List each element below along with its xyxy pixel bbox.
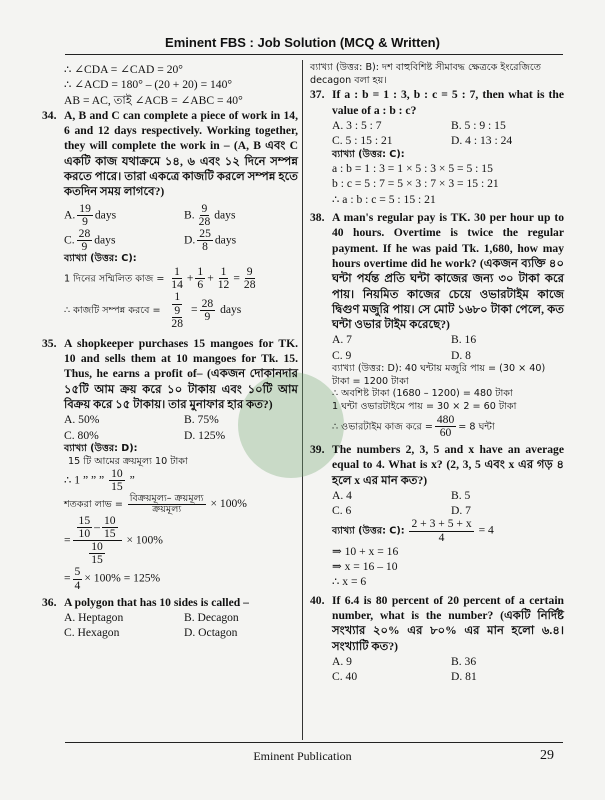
options-38 — [332, 332, 564, 363]
question-number: 38. — [310, 211, 325, 225]
explanation-line: ∴ কাজটি সম্পন্ন করবে = $\frac{1}{\frac{9}{28}}$ = $\frac{28}{9}$ days — [64, 290, 242, 330]
explanation-label: ব্যাখ্যা (উত্তর: D): — [64, 442, 138, 454]
option-a: A. 4 — [332, 488, 352, 502]
option-c: C. 9 — [332, 348, 352, 362]
right-column — [310, 62, 564, 684]
options-37 — [332, 118, 564, 149]
option-c: C. 6 — [332, 504, 352, 518]
option-c: C. 80% — [64, 428, 99, 442]
question-text: If 6.4 is 80 percent of 20 percent of a certain number, what is the number? (একটি নির্দিষ্ট সংখ্যার ২০% এর ৮০% এর মান হলো ৬.৪। সংখ্যাটি কত?) — [332, 593, 564, 653]
question-37 — [310, 87, 564, 118]
question-number: 39. — [310, 442, 325, 456]
question-39 — [310, 442, 564, 488]
question-number: 40. — [310, 593, 325, 607]
pre-line: ∴ ∠CDA = ∠CAD = 20° — [64, 63, 183, 76]
options-40 — [332, 654, 564, 685]
option-b: B. 36 — [451, 654, 477, 668]
option-b: B. 16 — [451, 333, 477, 347]
options-35 — [64, 412, 298, 443]
option-b: B. Decagon — [184, 611, 239, 625]
footer-publisher: Eminent Publication — [253, 749, 352, 763]
option-b: B. $\frac{9}{28}$ days — [184, 201, 236, 228]
question-number: 35. — [42, 336, 57, 350]
option-a: A. 7 — [332, 333, 352, 347]
explanation-line: ∴ অবশিষ্ট টাকা (1680 – 1200) = 480 টাকা — [332, 388, 513, 400]
question-number: 34. — [42, 108, 57, 122]
option-d: D. Octagon — [184, 626, 238, 640]
option-a: A. 3 : 5 : 7 — [332, 118, 382, 132]
option-b: B. 5 : 9 : 15 — [451, 118, 506, 132]
pre-line: AB = AC, তাই ∠ACB = ∠ABC = 40° — [64, 93, 243, 107]
question-text: A, B and C can complete a piece of work in 14, 6 and 12 days respectively. Working together, they will complete the work in – (A, B এবং C একটি কাজ যথাক্রমে ১৪, ৬ এবং ১২ দিনে সম্পন্ন করতে পারে। তারা একত্রে কাজটি করলে সম্পন্ন হতে কতদিন সময় লাগবে?) — [64, 108, 298, 199]
option-a: A. 9 — [332, 654, 352, 668]
question-35 — [42, 336, 298, 412]
explanation-label: ব্যাখ্যা (উত্তর: C): — [332, 148, 405, 160]
explanation-line: 1 ঘন্টা ওভারটাইমে পায় = 30 × 2 = 60 টাকা — [332, 400, 517, 412]
explanation-line: ব্যাখ্যা (উত্তর: C): $\frac{2 + 3 + 5 + x}{4}$ = 4 — [332, 517, 494, 544]
options-36 — [64, 610, 298, 641]
explanation-36: ব্যাখ্যা (উত্তর: B): দশ বাহুবিশিষ্ট সীমাবদ্ধ ক্ষেত্রকে ইংরেজিতে decagon বলা হয়। — [310, 62, 541, 86]
question-text: If a : b = 1 : 3, b : c = 5 : 7, then what is the value of a : b : c? — [332, 88, 564, 117]
option-a: A. Heptagon — [64, 611, 124, 625]
option-c: C. Hexagon — [64, 626, 120, 640]
option-c: C. 40 — [332, 670, 358, 684]
footer-rule — [65, 742, 563, 743]
option-b: B. 5 — [451, 488, 471, 502]
option-d: D. 7 — [451, 504, 471, 518]
question-34 — [42, 108, 298, 200]
question-text: The numbers 2, 3, 5 and x have an average equal to 4. What is x? (2, 3, 5 এবং x এর গড় ৪ হলে x এর মান কত?) — [332, 442, 564, 487]
left-column — [42, 62, 298, 641]
option-a: A. $\frac{19}{9}$ days — [64, 201, 117, 228]
option-b: B. 75% — [184, 413, 219, 427]
page-header: Eminent FBS : Job Solution (MCQ & Written) — [165, 35, 440, 50]
explanation-line: 15 টি আমের ক্রয়মূল্য 10 টাকা — [68, 455, 188, 467]
explanation-line: ব্যাখ্যা (উত্তর: D): 40 ঘন্টায় মজুরি পায় = (30 × 40) টাকা = 1200 টাকা — [332, 363, 546, 387]
explanation-line: 1 দিনের সম্মিলিত কাজ = $\frac{1}{14}$ + $\frac{1}{6}$ + $\frac{1}{12}$ = $\frac{9}{28}$ — [64, 265, 256, 292]
explanation-line: a : b = 1 : 3 = 1 × 5 : 3 × 5 = 5 : 15 — [332, 162, 493, 176]
question-40 — [310, 593, 564, 654]
option-d: D. 4 : 13 : 24 — [451, 134, 513, 148]
option-c: C. 5 : 15 : 21 — [332, 134, 393, 148]
option-d: D. 81 — [451, 670, 477, 684]
pre-line: ∴ ∠ACD = 180° – (20 + 20) = 140° — [64, 78, 233, 92]
explanation-line: b : c = 5 : 7 = 5 × 3 : 7 × 3 = 15 : 21 — [332, 177, 499, 191]
option-d: D. 8 — [451, 348, 471, 362]
question-number: 37. — [310, 88, 325, 102]
question-number: 36. — [42, 595, 57, 609]
question-36 — [42, 595, 298, 610]
option-c: C. $\frac{28}{9}$ days — [64, 227, 116, 254]
header-rule — [65, 54, 563, 55]
explanation-label: ব্যাখ্যা (উত্তর: C): — [64, 253, 137, 265]
explanation-line: ∴ 1 ” ” ” $\frac{10}{15}$ ” — [64, 467, 135, 494]
options-34 — [64, 203, 298, 254]
explanation-line: ∴ a : b : c = 5 : 15 : 21 — [332, 192, 436, 206]
question-text: A shopkeeper purchases 15 mangoes for TK. 10 and sells them at 10 mangoes for Tk. 15. Thus, he earns a profit of– (একজন দোকানদার ১৫টি আম ক্রয় করে ১০ টাকায় এবং ১০টি আম বিক্রয় করে ১৫ টাকায়। তার মুনাফার হার কত?) — [64, 336, 298, 412]
option-a: A. 50% — [64, 413, 100, 427]
question-text: A man's regular pay is TK. 30 per hour up to 40 hours. Overtime is twice the regular payment. If he was paid Tk. 1,680, how may hours overtime did he work? (একজন ব্যক্তি ৪০ ঘন্টা পর্যন্ত প্রতি ঘন্টা কাজের জন্য ৩০ টাকা করে পায়। নিয়মিত কাজের চেয়ে ওভারটাইম কাজে দ্বিগুণ মজুরি পায়। সে মোট ১৬৮০ টাকা পেলে, কত ঘন্টা ওভার টাইম করেছে?) — [332, 211, 564, 332]
page-number: 29 — [540, 748, 554, 763]
explanation-line: = $\frac{5}{4}$ × 100% = 125% — [64, 565, 161, 592]
explanation-line: ⇒ x = 16 – 10 — [332, 560, 398, 574]
explanation-line: শতকরা লাভ = $\frac{\text{বিক্রয়মূল্য– ক্রয়মূল্য}}{\text{ক্রয়মূল্য}}$ × 100% — [64, 492, 247, 515]
question-text: A polygon that has 10 sides is called – — [64, 595, 249, 609]
explanation-line: ∴ ওভারটাইম কাজ করে = $\frac{480}{60}$ = 8 ঘন্টা — [332, 412, 495, 439]
explanation-line: ∴ x = 6 — [332, 575, 367, 589]
option-d: D. 125% — [184, 428, 226, 442]
explanation-line: ⇒ 10 + x = 16 — [332, 544, 399, 558]
option-d: D. $\frac{25}{8}$ days — [184, 227, 237, 254]
options-39 — [332, 488, 564, 519]
question-38 — [310, 210, 564, 332]
explanation-line: = $\frac{15}{10}$ – $\frac{10}{15}$ $\frac{10}{15}$ × 100% — [64, 513, 163, 567]
